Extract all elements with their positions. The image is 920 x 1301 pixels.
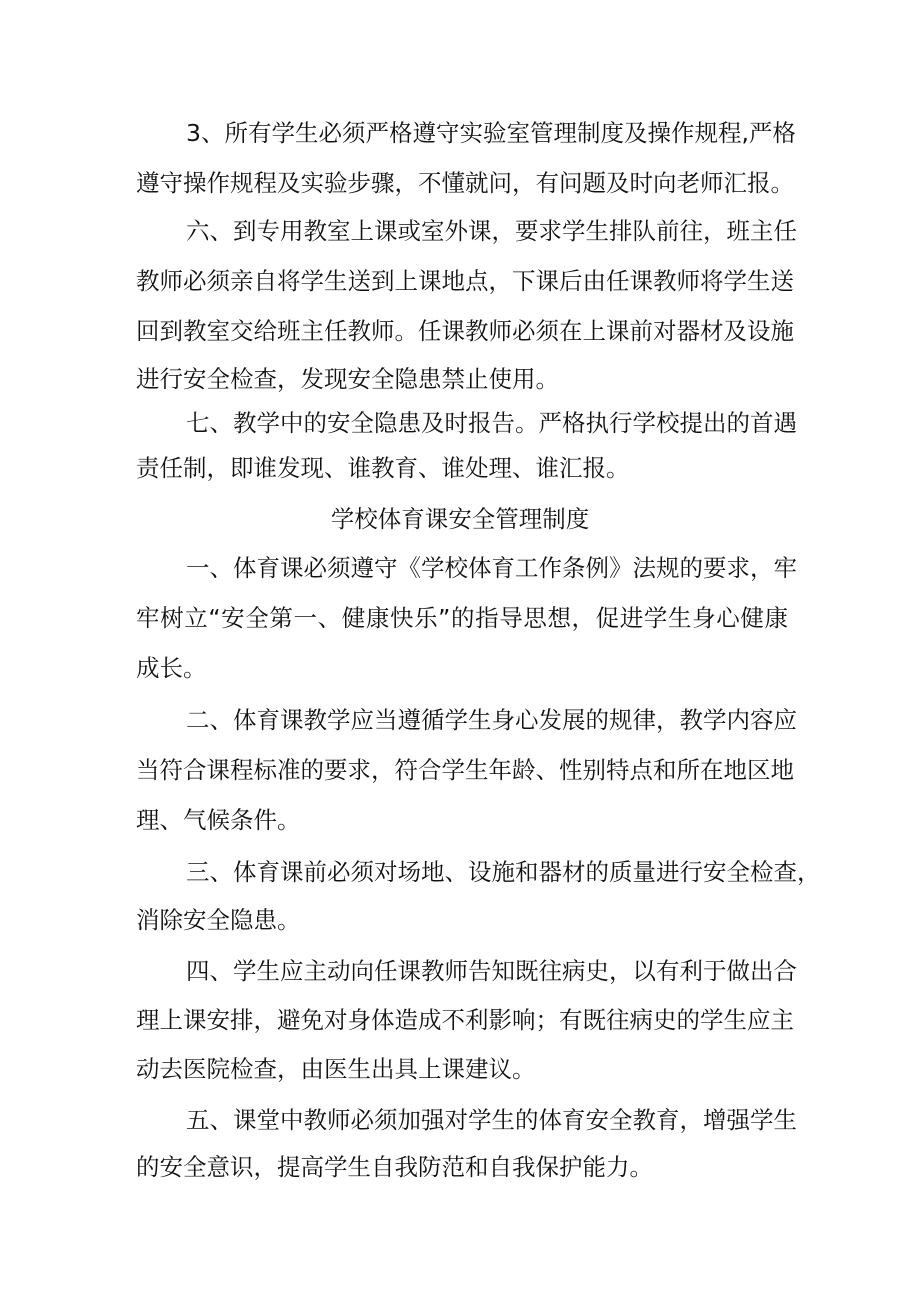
paragraph-line: 教师必须亲自将学生送到上课地点，下课后由任课教师将学生送	[136, 267, 794, 295]
paragraph-line: 进行安全检查，发现安全隐患禁止使用。	[136, 365, 559, 393]
paragraph-line: 牢树立“安全第一、健康快乐”的指导思想，促进学生身心健康	[136, 604, 788, 632]
paragraph-line: 消除安全隐患。	[136, 906, 301, 934]
paragraph-line: 回到教室交给班主任教师。任课教师必须在上课前对器材及设施	[136, 317, 794, 345]
paragraph-line: 五、课堂中教师必须加强对学生的体育安全教育，增强学生	[186, 1106, 797, 1134]
paragraph-line: 三、体育课前必须对场地、设施和器材的质量进行安全检查，	[186, 858, 821, 886]
paragraph-line: 成长。	[136, 654, 207, 682]
paragraph-line: 遵守操作规程及实验步骤，不懂就问，有问题及时向老师汇报。	[136, 169, 794, 197]
paragraph-line: 理上课安排，避免对身体造成不利影响；有既往病史的学生应主	[136, 1006, 794, 1034]
paragraph-line: 责任制，即谁发现、谁教育、谁处理、谁汇报。	[136, 454, 630, 482]
paragraph-line: 七、教学中的安全隐患及时报告。严格执行学校提出的首遇	[186, 409, 797, 437]
paragraph-line: 的安全意识，提高学生自我防范和自我保护能力。	[136, 1153, 653, 1181]
paragraph-line: 当符合课程标准的要求，符合学生年龄、性别特点和所在地区地	[136, 756, 794, 784]
paragraph-line: 理、气候条件。	[136, 806, 301, 834]
paragraph-line: 二、体育课教学应当遵循学生身心发展的规律，教学内容应	[186, 706, 797, 734]
paragraph-line: 一、体育课必须遵守《学校体育工作条例》法规的要求，牢	[186, 554, 797, 582]
paragraph-line: 四、学生应主动向任课教师告知既往病史，以有利于做出合	[186, 957, 797, 985]
paragraph-line: 3、所有学生必须严格遵守实验室管理制度及操作规程,严格	[186, 119, 796, 147]
section-title: 学校体育课安全管理制度	[330, 505, 590, 533]
paragraph-line: 动去医院检查，由医生出具上课建议。	[136, 1055, 536, 1083]
paragraph-line: 六、到专用教室上课或室外课，要求学生排队前往，班主任	[186, 217, 797, 245]
